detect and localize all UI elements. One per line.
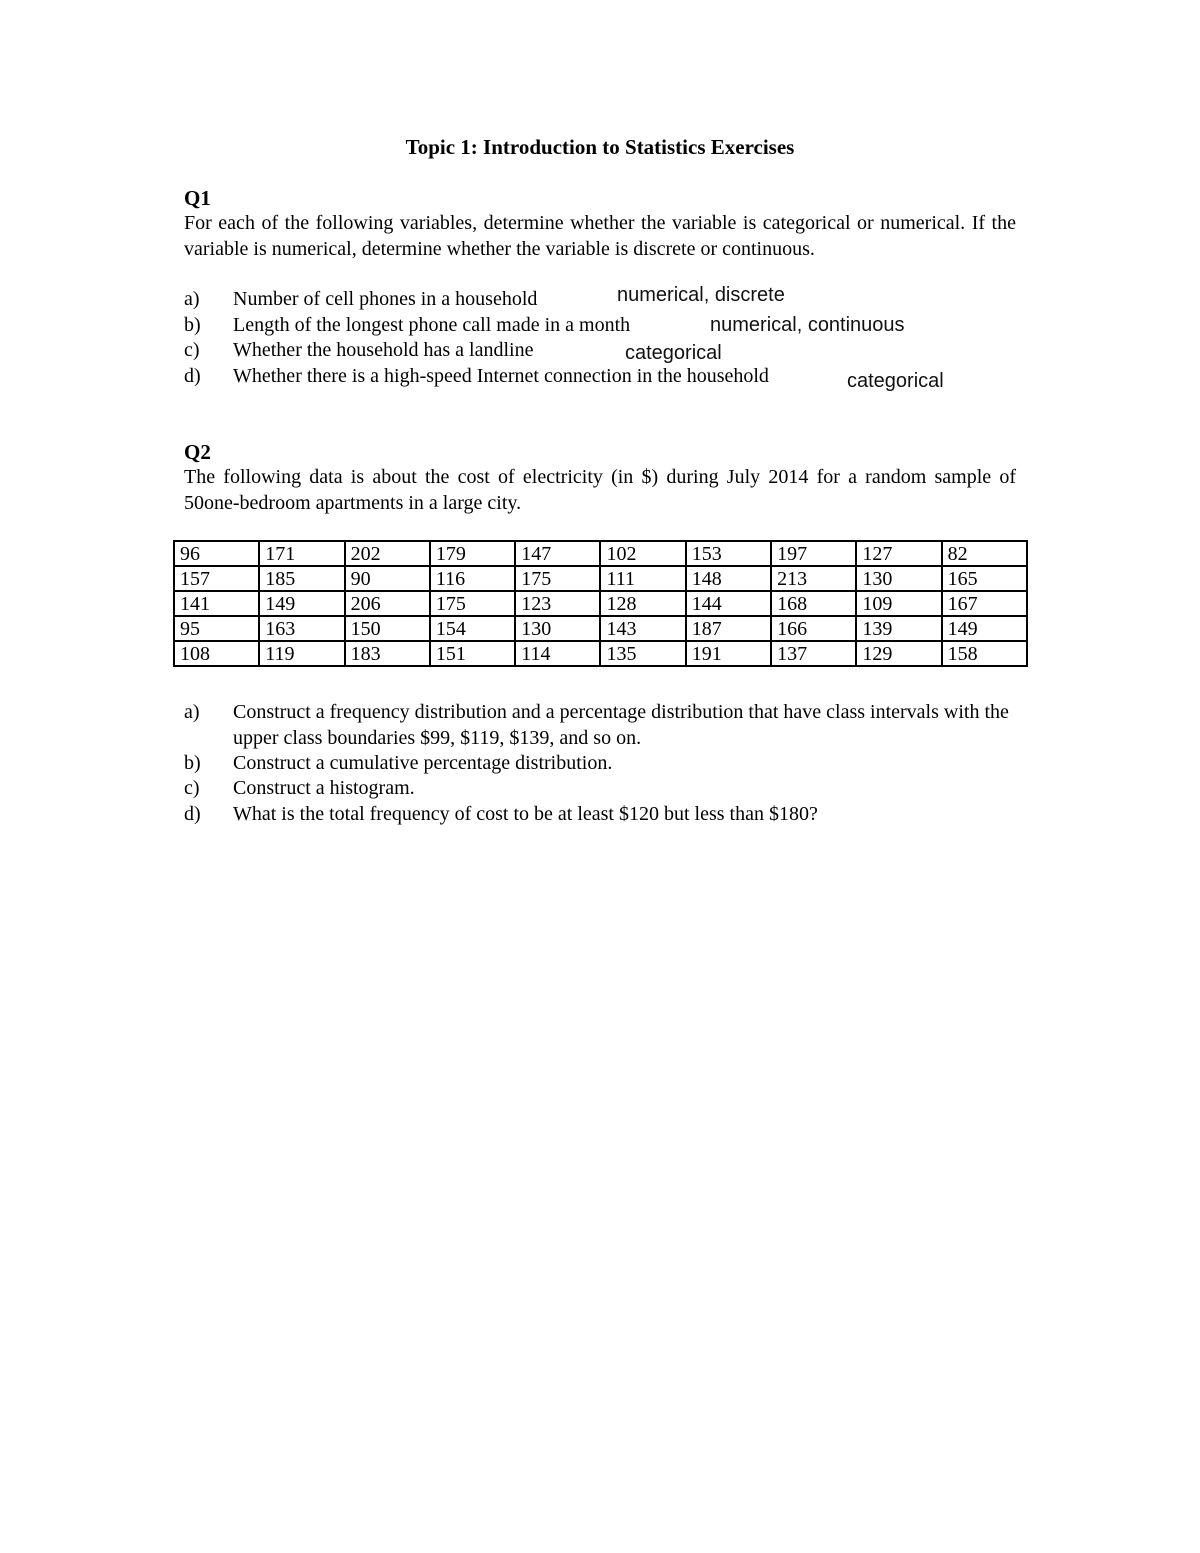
- table-cell: 206: [345, 591, 430, 616]
- table-row: [174, 641, 1027, 666]
- table-cell: 82: [942, 541, 1027, 566]
- table-cell: 116: [430, 566, 515, 591]
- q1-item-c-text: Whether the household has a landline: [233, 339, 534, 361]
- table-cell: 108: [174, 641, 259, 666]
- table-row: [174, 616, 1027, 641]
- table-cell: 167: [942, 591, 1027, 616]
- q1-item-d-text: Whether there is a high-speed Internet connection in the household: [233, 365, 769, 387]
- q1-item-b-label: b): [184, 314, 201, 336]
- table-cell: 130: [515, 616, 600, 641]
- table-cell: 123: [515, 591, 600, 616]
- table-cell: 166: [771, 616, 856, 641]
- table-cell: 151: [430, 641, 515, 666]
- q2-item-c-label: c): [184, 777, 200, 799]
- table-cell: 114: [515, 641, 600, 666]
- q1-heading: Q1: [184, 186, 211, 210]
- table-cell: 119: [259, 641, 344, 666]
- table-cell: 109: [856, 591, 941, 616]
- q2-heading: Q2: [184, 440, 211, 464]
- table-cell: 154: [430, 616, 515, 641]
- table-cell: 143: [600, 616, 685, 641]
- table-cell: 202: [345, 541, 430, 566]
- table-cell: 129: [856, 641, 941, 666]
- q1-answer-a: numerical, discrete: [617, 284, 785, 306]
- table-cell: 157: [174, 566, 259, 591]
- table-cell: 102: [600, 541, 685, 566]
- table-cell: 96: [174, 541, 259, 566]
- table-cell: 197: [771, 541, 856, 566]
- q2-item-d-label: d): [184, 803, 201, 825]
- table-cell: 187: [686, 616, 771, 641]
- table-cell: 111: [600, 566, 685, 591]
- q2-item-a: [184, 700, 1016, 751]
- q2-item-a-text: Construct a frequency distribution and a percentage distribution that have class intervals with the upper class boundaries $99, $119, $139, and so on.: [233, 701, 1009, 749]
- table-cell: 175: [515, 566, 600, 591]
- table-cell: 150: [345, 616, 430, 641]
- table-cell: 135: [600, 641, 685, 666]
- table-cell: 130: [856, 566, 941, 591]
- q2-item-b-label: b): [184, 752, 201, 774]
- q2-item-b-text: Construct a cumulative percentage distribution.: [233, 752, 613, 774]
- table-cell: 148: [686, 566, 771, 591]
- table-cell: 158: [942, 641, 1027, 666]
- table-cell: 149: [259, 591, 344, 616]
- q1-item-b-text: Length of the longest phone call made in a month: [233, 314, 631, 336]
- q1-answer-b: numerical, continuous: [710, 314, 905, 336]
- table-row: [174, 566, 1027, 591]
- table-cell: 163: [259, 616, 344, 641]
- table-cell: 168: [771, 591, 856, 616]
- table-cell: 153: [686, 541, 771, 566]
- table-cell: 144: [686, 591, 771, 616]
- q2-item-d-text: What is the total frequency of cost to be at least $120 but less than $180?: [233, 803, 818, 825]
- table-cell: 179: [430, 541, 515, 566]
- table-cell: 185: [259, 566, 344, 591]
- table-cell: 183: [345, 641, 430, 666]
- table-cell: 90: [345, 566, 430, 591]
- table-cell: 139: [856, 616, 941, 641]
- q1-item-a-text: Number of cell phones in a household: [233, 288, 538, 310]
- table-row: [174, 591, 1027, 616]
- table-cell: 191: [686, 641, 771, 666]
- table-cell: 95: [174, 616, 259, 641]
- page-title: Topic 1: Introduction to Statistics Exercises: [405, 135, 795, 159]
- table-row: [174, 541, 1027, 566]
- q1-item-d-label: d): [184, 365, 201, 387]
- q1-item-a-label: a): [184, 288, 200, 310]
- table-cell: 171: [259, 541, 344, 566]
- table-cell: 127: [856, 541, 941, 566]
- q1-answer-d: categorical: [847, 370, 944, 392]
- q2-item-a-label: a): [184, 701, 200, 723]
- table-cell: 137: [771, 641, 856, 666]
- table-cell: 141: [174, 591, 259, 616]
- table-cell: 128: [600, 591, 685, 616]
- table-cell: 213: [771, 566, 856, 591]
- table-cell: 175: [430, 591, 515, 616]
- table-cell: 165: [942, 566, 1027, 591]
- q1-intro: For each of the following variables, determine whether the variable is categorical or numerical. If the variable is numerical, determine whether the variable is discrete or continuous.: [184, 212, 1016, 260]
- electricity-cost-table: [173, 540, 1028, 667]
- table-cell: 149: [942, 616, 1027, 641]
- q2-intro: The following data is about the cost of electricity (in $) during July 2014 for a random sample of 50one-bedroom apartments in a large city.: [184, 466, 1016, 514]
- q1-item-c-label: c): [184, 339, 200, 361]
- table-cell: 147: [515, 541, 600, 566]
- q2-item-c-text: Construct a histogram.: [233, 777, 415, 799]
- q1-answer-c: categorical: [625, 342, 722, 364]
